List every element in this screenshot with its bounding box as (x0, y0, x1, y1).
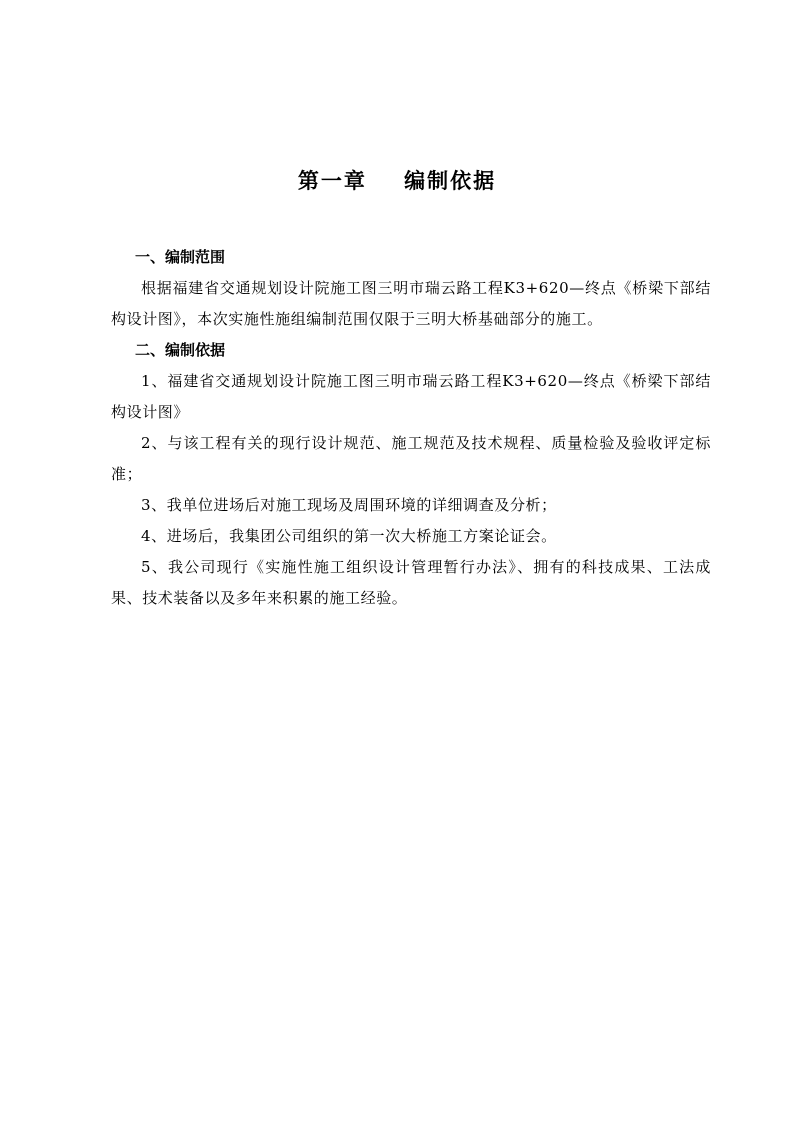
basis-item-4: 4、进场后，我集团公司组织的第一次大桥施工方案论证会。 (141, 527, 557, 545)
section-heading-scope: 一、编制范围 (135, 248, 226, 266)
basis-item-1: 1、福建省交通规划设计院施工图三明市瑞云路工程K3+620—终点《桥梁下部结构设计图》 (111, 372, 711, 421)
document-body (111, 242, 711, 614)
basis-item-3: 3、我单位进场后对施工现场及周围环境的详细调查及分析； (141, 496, 557, 514)
section-heading-basis: 二、编制依据 (135, 341, 226, 359)
basis-item-2: 2、与该工程有关的现行设计规范、施工规范及技术规程、质量检验及验收评定标准； (111, 434, 711, 483)
chapter-title: 第一章 编制依据 (297, 168, 497, 193)
basis-item-5: 5、我公司现行《实施性施工组织设计管理暂行办法》、拥有的科技成果、工法成果、技术装备以及多年来积累的施工经验。 (111, 558, 711, 607)
scope-paragraph: 根据福建省交通规划设计院施工图三明市瑞云路工程K3+620—终点《桥梁下部结构设计图》，本次实施性施组编制范围仅限于三明大桥基础部分的施工。 (111, 279, 711, 328)
